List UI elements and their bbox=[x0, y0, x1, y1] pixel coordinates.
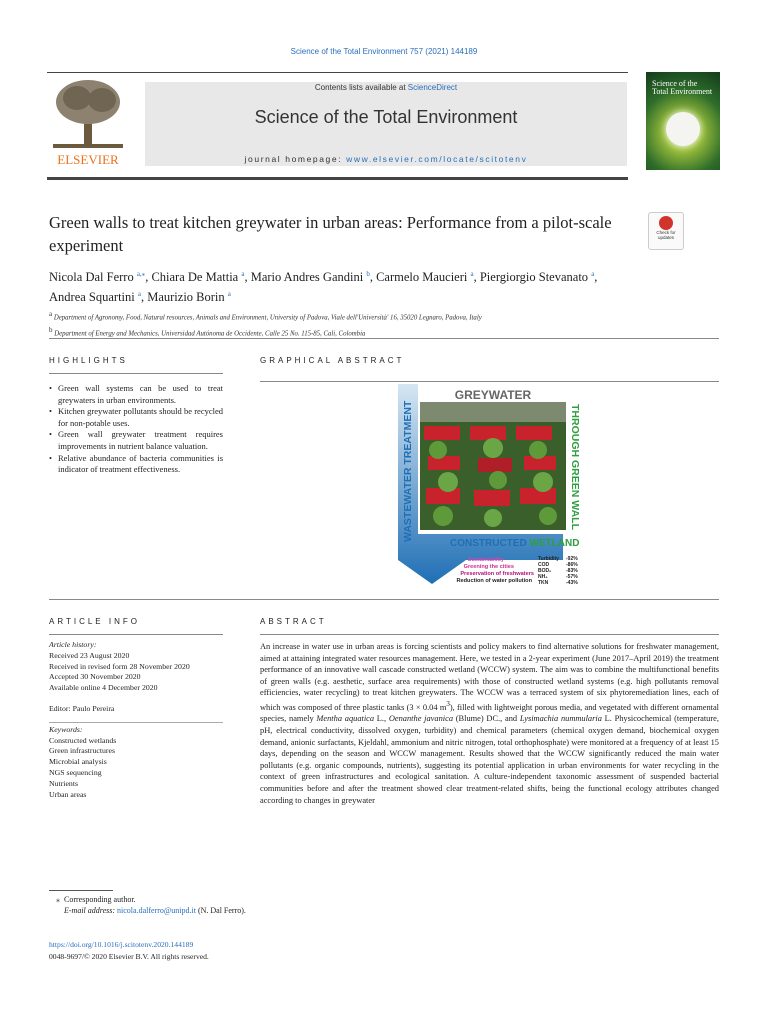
crossmark-badge[interactable] bbox=[648, 212, 684, 250]
ga-benefit: Preservation of freshwaters bbox=[460, 571, 534, 577]
ga-bottom-label bbox=[450, 538, 579, 549]
divider bbox=[49, 634, 223, 635]
copyright: 0048-9697/© 2020 Elsevier B.V. All rights reserved. bbox=[49, 951, 209, 961]
ga-bottom-label-a: CONSTRUCTED bbox=[450, 538, 530, 549]
author[interactable]: Maurizio Borin bbox=[147, 290, 225, 305]
divider bbox=[49, 599, 719, 600]
tree-icon bbox=[53, 80, 123, 148]
highlights-list bbox=[49, 383, 223, 476]
divider bbox=[49, 338, 719, 339]
ga-benefit: Reduction of water pollution bbox=[456, 578, 532, 584]
abstract-part: An increase in water use in urban areas is forcing scientists and policy makers to find alternative solutions for freshwater management, aimed at attaining integrated water resources management. Here, we tested in a 2-year experiment (June 2017–April 2019) the treatment performance of an innovative wall cascade constructed wetland (WCCW) system. The aim was to combine the multifunctional benefits of green walls (e.g. aesthetic, surface area requirements) with those of constructed wetland systems (e.g. high pollutants removal efficiencies, water recycling) to treat kitchen greywaters. The WCCW was a terraced system of six phytoremediation lines, each of which was composed of three plastic tanks (3 × 0.04 m bbox=[260, 642, 719, 712]
doi-link[interactable]: https://doi.org/10.1016/j.scitotenv.2020.144189 bbox=[49, 940, 194, 949]
author-affiliation-marker[interactable]: a bbox=[470, 270, 474, 278]
history-item: Received 23 August 2020 bbox=[49, 650, 130, 660]
author[interactable]: Chiara De Mattia bbox=[151, 270, 239, 285]
species-name: Oenanthe javanica bbox=[388, 714, 454, 724]
highlight-item: • Green wall systems can be used to treat greywaters in urban environments. bbox=[49, 383, 223, 406]
keyword: Constructed wetlands bbox=[49, 735, 117, 745]
keyword: NGS sequencing bbox=[49, 767, 102, 777]
author[interactable]: Mario Andres Gandini bbox=[250, 270, 364, 285]
graphical-abstract[interactable] bbox=[398, 384, 584, 588]
affiliation bbox=[49, 308, 729, 324]
author-affiliation-marker[interactable]: a bbox=[137, 290, 141, 299]
author-list: Nicola Dal Ferro $^{a,⁎}$, Chiara De Mattia $^a$, Mario Andres Gandini $^b$, Carmelo Maucieri $^a$, Piergiorgio Stevanato $^a$, Andrea Squartini $^a$, Maurizio Borin $^a$ bbox=[49, 270, 598, 305]
highlight-item: • Green wall greywater treatment requires improvements in nutrient balance valuation. bbox=[49, 429, 223, 452]
elsevier-logo[interactable] bbox=[47, 78, 129, 166]
doi-block bbox=[49, 939, 209, 962]
ga-left-label: WASTEWATER TREATMENT bbox=[402, 400, 414, 542]
cover-title-line2: Total Environment bbox=[652, 87, 713, 96]
ga-metric-name: NH₄ bbox=[538, 574, 548, 580]
ga-metric-value: -83% bbox=[566, 568, 578, 574]
ga-metric-value: -86% bbox=[566, 562, 578, 568]
ga-metric-value: -92% bbox=[566, 556, 578, 562]
journal-homepage bbox=[145, 154, 627, 164]
contents-line bbox=[145, 83, 627, 92]
elsevier-wordmark: ELSEVIER bbox=[57, 152, 119, 166]
keyword: Green infrastructures bbox=[49, 746, 116, 756]
divider bbox=[260, 381, 719, 382]
author-affiliation-marker[interactable]: a bbox=[227, 290, 231, 299]
highlight-item: • Kitchen greywater pollutants should be recycled for non-potable uses. bbox=[49, 406, 223, 429]
abstract-heading: ABSTRACT bbox=[260, 617, 327, 626]
abstract-part: (Blume) DC., and bbox=[453, 714, 520, 724]
email-suffix: (N. Dal Ferro). bbox=[195, 906, 246, 915]
author[interactable]: Piergiorgio Stevanato bbox=[479, 270, 589, 285]
article-info-heading: ARTICLE INFO bbox=[49, 617, 140, 626]
cover-artwork bbox=[666, 112, 700, 146]
cover-title-line1: Science of the bbox=[652, 79, 698, 88]
ga-metric-name: COD bbox=[538, 562, 550, 568]
history-item: Accepted 30 November 2020 bbox=[49, 672, 141, 682]
author[interactable]: Nicola Dal Ferro bbox=[49, 270, 134, 285]
journal-cover[interactable] bbox=[646, 72, 720, 170]
author[interactable]: Andrea Squartini bbox=[49, 290, 135, 305]
homepage-prefix: journal homepage: bbox=[244, 154, 347, 164]
homepage-link[interactable]: www.elsevier.com/locate/scitotenv bbox=[346, 154, 528, 164]
keyword: Urban areas bbox=[49, 789, 87, 799]
author-affiliation-marker[interactable]: a bbox=[241, 270, 245, 278]
highlight-item: • Relative abundance of bacteria communities is indicator of treatment effectiveness. bbox=[49, 453, 223, 476]
abstract-part: ), filled with lightweight porous media, and vegetated with different ornamental species, namely bbox=[260, 702, 719, 724]
affiliation-text: Department of Energy and Mechanics, Universidad Autónoma de Occidente, Calle 25 No. 115-85, Cali, Colombia bbox=[54, 330, 366, 338]
species-name: Mentha aquatica bbox=[316, 714, 375, 724]
ga-benefit: Greening the cities bbox=[463, 564, 514, 570]
highlights-heading: HIGHLIGHTS bbox=[49, 356, 128, 365]
abstract-part: L. Physicochemical (temperature, pH, electrical conductivity, dissolved oxygen, turbidity) and chemical parameters (chemical oxygen demand, biochemical oxygen demand, anionic surfactants, Kjeldahl, ammonium and nitric nitrogen, total orthophosphate) were monitored at a frequency of at least 15 days, depending on the season and WCCW management. Results showed that the WCCW significantly reduced the main water pollutants (e.g. organic compounds, nutrients), suggesting its potential application in urban environments for water recycling in the context of green infrastructures and ecological sanitation. A culture-independent taxonomic assessment of suspended bacterial communities before and after the treatment showed clear treatment-related shifts, being the functional ecology attributes changed according to changes in greywater bbox=[260, 714, 719, 805]
divider bbox=[49, 722, 223, 723]
ga-metric-value: -43% bbox=[566, 580, 578, 586]
contents-prefix: Contents lists available at bbox=[314, 83, 408, 92]
crossmark-icon bbox=[659, 216, 673, 230]
cover-title bbox=[652, 80, 712, 96]
abstract-superscript: 3 bbox=[446, 699, 450, 708]
ga-benefit: Sustainability bbox=[467, 557, 504, 563]
crossmark-line1: Check for bbox=[656, 230, 676, 235]
email-link[interactable]: nicola.dalferro@unipd.it bbox=[117, 906, 196, 915]
author-affiliation-marker[interactable]: a,⁎ bbox=[136, 270, 146, 278]
keyword: Nutrients bbox=[49, 778, 79, 788]
abstract-text bbox=[260, 641, 719, 806]
ga-benefits bbox=[456, 557, 534, 584]
article-title: Green walls to treat kitchen greywater in urban areas: Performance from a pilot-scale experiment bbox=[49, 213, 612, 255]
green-wall-photo bbox=[420, 402, 566, 530]
graphical-abstract-heading: GRAPHICAL ABSTRACT bbox=[260, 356, 405, 365]
history-item: Available online 4 December 2020 bbox=[49, 683, 158, 693]
email-label: E-mail address: bbox=[64, 906, 116, 915]
ga-metric-value: -57% bbox=[566, 574, 578, 580]
author[interactable]: Carmelo Maucieri bbox=[376, 270, 468, 285]
affiliation-marker: a bbox=[49, 310, 53, 318]
ga-top-label: GREYWATER bbox=[454, 388, 532, 402]
crossmark-line2: updates bbox=[657, 235, 674, 240]
affiliation-text: Department of Agronomy, Food, Natural resources, Animals and Environment, University of Padova, Viale dell'Università' 16, 35020 Legnaro, Padova, Italy bbox=[53, 314, 482, 322]
author-affiliation-marker[interactable]: b bbox=[366, 270, 370, 278]
journal-reference[interactable]: Science of the Total Environment 757 (2021) 144189 bbox=[290, 47, 478, 56]
author-affiliation-marker[interactable]: a bbox=[591, 270, 595, 278]
ga-metric-name: Turbidity bbox=[538, 556, 560, 562]
footnote-divider bbox=[49, 890, 113, 891]
corresponding-author: Corresponding author. bbox=[64, 895, 136, 904]
article-info bbox=[49, 640, 229, 800]
journal-title: Science of the Total Environment bbox=[254, 107, 518, 127]
sciencedirect-link[interactable]: ScienceDirect bbox=[407, 83, 458, 92]
footnote bbox=[56, 894, 246, 916]
footnote-marker: ⁎ bbox=[56, 895, 60, 904]
editor: Editor: Paulo Pereira bbox=[49, 703, 115, 713]
affiliation-marker: b bbox=[49, 326, 53, 335]
ga-bottom-label-b: WETLAND bbox=[529, 538, 580, 549]
affiliations bbox=[49, 308, 729, 341]
divider bbox=[49, 373, 223, 374]
species-name: Lysimachia nummularia bbox=[519, 714, 602, 724]
ga-right-label: THROUGH GREEN WALL bbox=[569, 404, 581, 530]
ga-metric-name: TKN bbox=[538, 580, 549, 586]
divider bbox=[260, 634, 719, 635]
ga-metric-name: BOD₅ bbox=[538, 568, 552, 574]
keyword: Microbial analysis bbox=[49, 757, 107, 767]
keywords-label: Keywords: bbox=[49, 724, 83, 734]
abstract-part: L., bbox=[374, 714, 389, 724]
ga-metrics bbox=[538, 556, 578, 586]
history-item: Received in revised form 28 November 2020 bbox=[49, 661, 190, 671]
history-label: Article history: bbox=[49, 640, 97, 649]
